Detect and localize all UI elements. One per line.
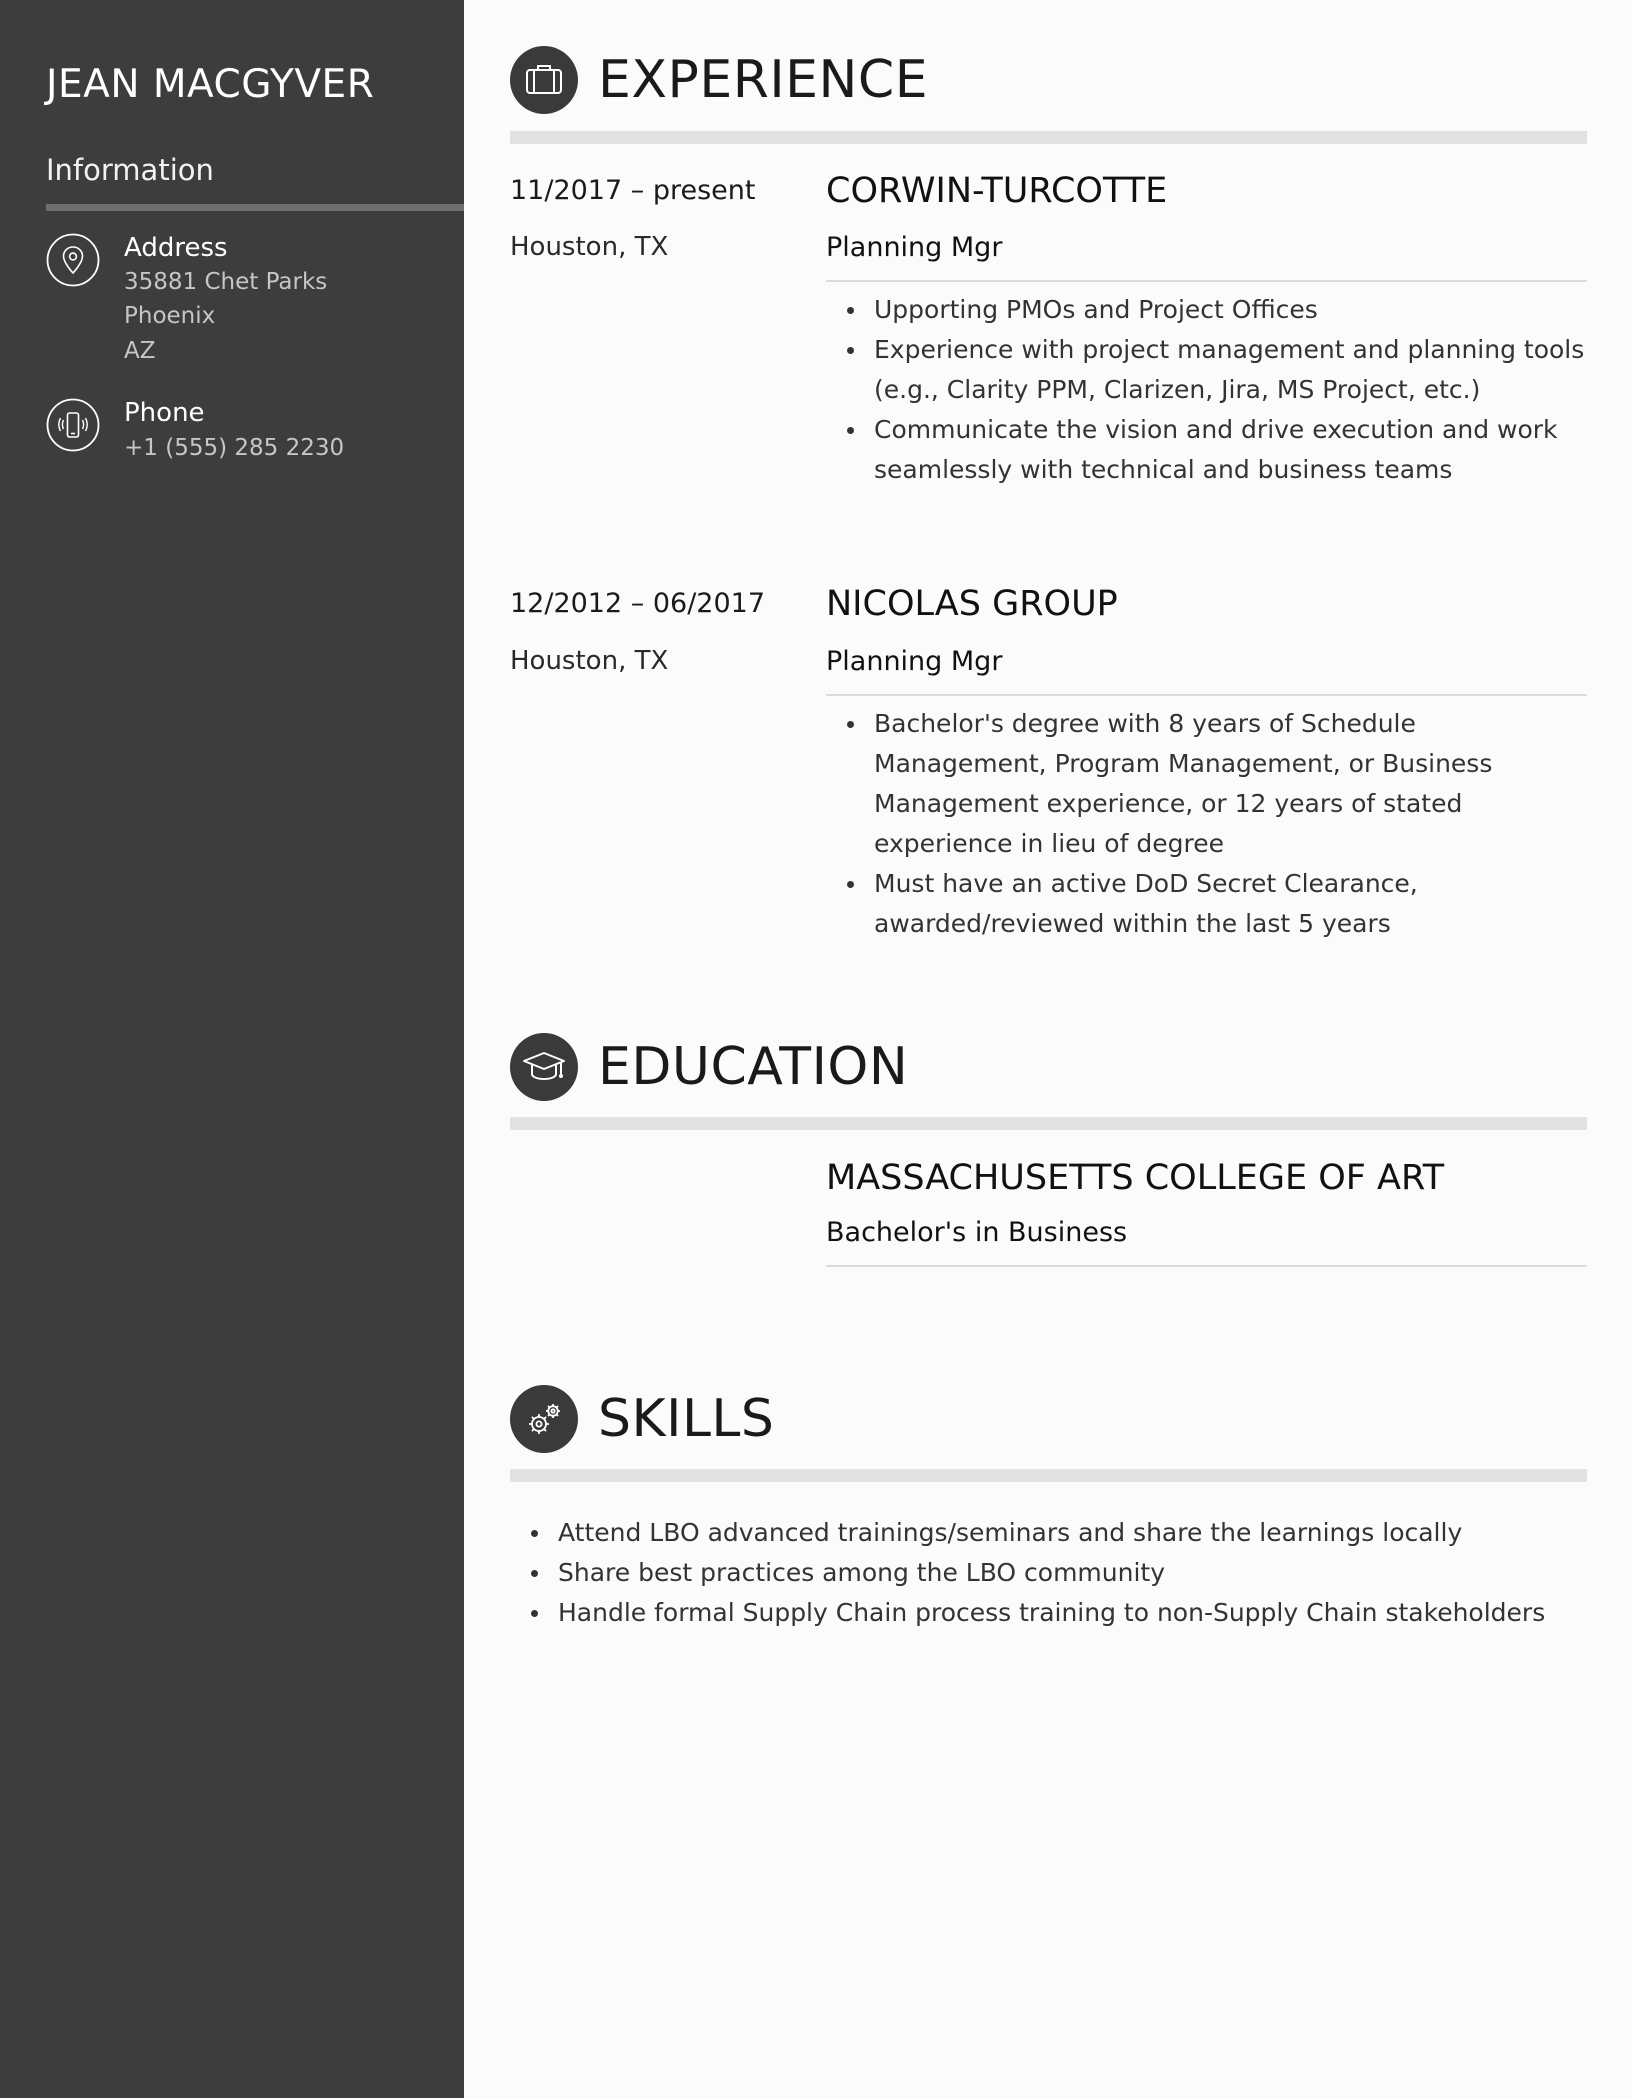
education-title: EDUCATION — [598, 1037, 909, 1097]
list-item: Bachelor's degree with 8 years of Schedule Management, Program Management, or Business Management experience, or 12 years of stated experience in lieu of degree — [826, 704, 1596, 864]
phone-label: Phone — [124, 398, 205, 428]
sidebar — [0, 0, 464, 2098]
gears-icon — [510, 1385, 578, 1453]
map-pin-icon — [46, 233, 100, 287]
skills-title: SKILLS — [598, 1389, 775, 1449]
job-location: Houston, TX — [510, 232, 669, 262]
degree: Bachelor's in Business — [826, 1217, 1128, 1248]
information-heading: Information — [46, 153, 214, 187]
job-company: NICOLAS GROUP — [826, 584, 1118, 624]
job-divider — [826, 694, 1587, 696]
education-entry-divider — [826, 1265, 1587, 1267]
briefcase-icon — [510, 46, 578, 114]
job-dates: 12/2012 – 06/2017 — [510, 588, 765, 619]
phone-block — [46, 398, 446, 468]
job-bullets — [826, 290, 1596, 490]
list-item: Experience with project management and planning tools (e.g., Clarity PPM, Clarizen, Jira, MS Project, etc.) — [826, 330, 1596, 410]
skills-list — [510, 1513, 1590, 1633]
address-street: 35881 Chet Parks — [124, 269, 328, 295]
list-item: Handle formal Supply Chain process training to non-Supply Chain stakeholders — [510, 1593, 1590, 1633]
job-bullets — [826, 704, 1596, 944]
list-item: Communicate the vision and drive execution and work seamlessly with technical and business teams — [826, 410, 1596, 490]
education-divider — [510, 1117, 1587, 1130]
address-city: Phoenix — [124, 303, 216, 329]
experience-title: EXPERIENCE — [598, 50, 929, 110]
list-item: Must have an active DoD Secret Clearance, awarded/reviewed within the last 5 years — [826, 864, 1596, 944]
job-dates: 11/2017 – present — [510, 175, 756, 206]
phone-icon — [46, 398, 100, 452]
list-item: Attend LBO advanced trainings/seminars and share the learnings locally — [510, 1513, 1590, 1553]
candidate-name: JEAN MACGYVER — [46, 62, 375, 107]
job-company: CORWIN-TURCOTTE — [826, 171, 1168, 211]
skills-divider — [510, 1469, 1587, 1482]
school-name: MASSACHUSETTS COLLEGE OF ART — [826, 1158, 1445, 1198]
graduation-cap-icon — [510, 1033, 578, 1101]
address-label: Address — [124, 233, 228, 263]
experience-divider — [510, 131, 1587, 144]
list-item: Share best practices among the LBO community — [510, 1553, 1590, 1593]
address-block — [46, 233, 446, 363]
address-state: AZ — [124, 338, 156, 364]
job-divider — [826, 280, 1587, 282]
job-role: Planning Mgr — [826, 232, 1003, 263]
job-role: Planning Mgr — [826, 646, 1003, 677]
information-divider — [46, 204, 464, 211]
phone-number: +1 (555) 285 2230 — [124, 435, 345, 461]
job-location: Houston, TX — [510, 646, 669, 676]
list-item: Upporting PMOs and Project Offices — [826, 290, 1596, 330]
